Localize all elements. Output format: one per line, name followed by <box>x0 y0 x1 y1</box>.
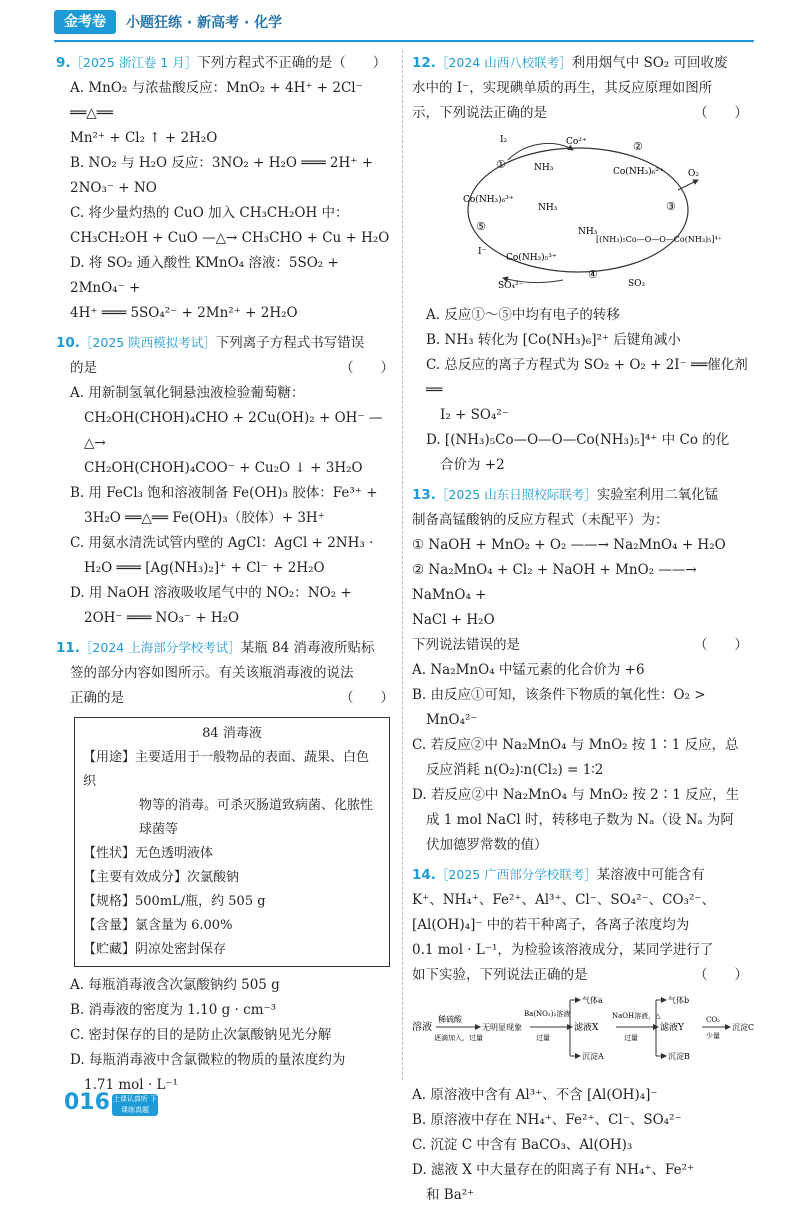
equation-1: ① NaOH + MnO₂ + O₂ ——→ Na₂MnO₄ + H₂O <box>412 537 726 553</box>
option-d-cont: 2OH⁻ ═══ NO₃⁻ + H₂O <box>84 610 240 626</box>
option-c-cont: I₂ + SO₄²⁻ <box>440 407 509 423</box>
flow-excess-1: 过量 <box>536 1034 550 1042</box>
option-b: B. 用 FeCl₃ 饱和溶液制备 Fe(OH)₃ 胶体：Fe³⁺ + <box>70 485 378 501</box>
question-stem: 下列离子方程式书写错误 <box>215 335 365 351</box>
flow-ba-nitrate: Ba(NO₃)₂溶液 <box>524 1010 571 1018</box>
question-14 <box>412 862 755 1208</box>
species-co-nh3-5-3: Co(NH₃)₅³⁺ <box>506 253 557 263</box>
option-c: C. 用氨水清洗试管内壁的 AgCl：AgCl + 2NH₃ · <box>70 535 374 551</box>
flow-gas-a: 气体a <box>582 996 603 1005</box>
question-stem-cont: 签的部分内容如图所示。有关该瓶消毒液的说法 <box>70 665 354 681</box>
answer-paren: （ ） <box>340 690 394 706</box>
option-c: C. 总反应的离子方程式为 SO₂ + O₂ + 2I⁻ ══催化剂══ <box>426 357 748 398</box>
question-source: ［2025 广西部分学校联考］ <box>435 867 597 882</box>
question-number: 12. <box>412 55 436 71</box>
label-storage: 【贮藏】阴凉处密封保存 <box>83 942 227 957</box>
option-d-cont: 和 Ba²⁺ <box>426 1187 475 1203</box>
option-a-cont: CH₂OH(CHOH)₄CHO + 2Cu(OH)₂ + OH⁻ —△→ <box>84 410 383 451</box>
brand-logo: 金考卷 <box>54 10 116 34</box>
label-ingredient: 【主要有效成分】次氯酸钠 <box>83 870 240 885</box>
question-source: ［2024 山西八校联考］ <box>435 55 572 70</box>
equation-2-cont: NaCl + H₂O <box>412 612 495 628</box>
question-number: 11. <box>56 640 80 656</box>
question-stem-cont2: 示，下列说法正确的是 <box>412 105 547 121</box>
option-c: C. 密封保存的目的是防止次氯酸钠见光分解 <box>70 1027 332 1043</box>
question-number: 9. <box>56 55 71 71</box>
option-d-cont2: 伏加德罗常数的值） <box>426 837 548 853</box>
answer-paren: （ ） <box>340 360 394 376</box>
flow-excess-2: 过量 <box>624 1034 638 1042</box>
flow-precip-c: 沉淀C <box>732 1023 755 1032</box>
option-d: D. 每瓶消毒液中含氯微粒的物质的量浓度约为 <box>70 1052 346 1068</box>
footer-badge: 上课认真听 下课练真题 <box>112 1095 158 1114</box>
option-d-cont: 4H⁺ ═══ 5SO₄²⁻ + 2Mn²⁺ + 2H₂O <box>70 305 298 321</box>
option-d-cont: 合价为 +2 <box>440 457 505 473</box>
option-a-cont: Mn²⁺ + Cl₂ ↑ + 2H₂O <box>70 130 218 146</box>
question-source: ［2025 陕西模拟考试］ <box>79 335 216 350</box>
species-nh3-c: NH₃ <box>578 227 598 237</box>
product-label-box <box>74 717 390 967</box>
experiment-flowchart <box>412 992 755 1070</box>
question-stem-cont2: [Al(OH)₄]⁻ 中的若干种离子，各离子浓度均为 <box>412 917 690 933</box>
option-c-cont: H₂O ═══ [Ag(NH₃)₂]⁺ + Cl⁻ + 2H₂O <box>84 560 325 576</box>
answer-paren: （ ） <box>694 105 748 121</box>
question-stem: 利用烟气中 SO₂ 可回收废 <box>571 55 728 71</box>
question-10 <box>56 330 394 631</box>
flow-gas-b: 气体b <box>668 996 690 1005</box>
option-c: C. 沉淀 C 中含有 BaCO₃、Al(OH)₃ <box>412 1137 633 1153</box>
question-stem-cont: 水中的 I⁻，实现碘单质的再生，其反应原理如图所 <box>412 80 713 96</box>
answer-paren: （ ） <box>694 637 748 653</box>
step-4: ④ <box>588 268 598 281</box>
option-d: D. 滤液 X 中大量存在的阳离子有 NH₄⁺、Fe²⁺ <box>412 1162 695 1178</box>
question-source: ［2024 上海部分学校考试］ <box>79 640 241 655</box>
option-b-cont: MnO₄²⁻ <box>426 712 478 728</box>
species-so2: SO₂ <box>628 279 646 289</box>
species-o2: O₂ <box>688 169 699 179</box>
question-stem: 实验室利用二氧化锰 <box>596 487 719 503</box>
label-usage-cont2: 球菌等 <box>139 822 179 837</box>
question-source: ［2025 浙江卷 1 月］ <box>70 55 198 70</box>
option-c: C. 若反应②中 Na₂MnO₄ 与 MnO₂ 按 1∶1 反应，总 <box>412 737 739 753</box>
question-source: ［2025 山东日照校际联考］ <box>435 487 597 502</box>
flow-filtrate-y: 滤液Y <box>660 1023 684 1033</box>
question-stem-cont: 制备高锰酸钠的反应方程式（未配平）为： <box>412 512 669 528</box>
flow-precip-b: 沉淀B <box>668 1052 690 1061</box>
species-so4: SO₄²⁻ <box>498 281 524 291</box>
flow-acid-note: 逐滴加入，过量 <box>434 1034 483 1042</box>
species-co-nh3-6-2: Co(NH₃)₆²⁺ <box>613 167 664 177</box>
flow-precip-a: 沉淀A <box>582 1052 604 1061</box>
header-rule <box>54 40 754 42</box>
column-divider <box>402 50 403 1080</box>
question-11 <box>56 635 394 1098</box>
option-c-cont: 反应消耗 n(O₂)∶n(Cl₂) = 1∶2 <box>426 762 604 778</box>
step-5: ⑤ <box>476 220 486 233</box>
option-b: B. 原溶液中存在 NH₄⁺、Fe²⁺、Cl⁻、SO₄²⁻ <box>412 1112 682 1128</box>
question-stem-cont4: 如下实验，下列说法正确的是 <box>412 967 588 983</box>
answer-paren: （ ） <box>694 967 748 983</box>
question-12 <box>412 50 748 478</box>
option-a: A. 用新制氢氧化铜悬浊液检验葡萄糖： <box>70 385 305 401</box>
flow-no-change: 无明显现象 <box>482 1023 522 1032</box>
option-b-cont: 2NO₃⁻ + NO <box>70 180 157 196</box>
label-content: 【含量】氯含量为 6.00% <box>83 918 233 933</box>
question-stem-cont3: 0.1 mol · L⁻¹，为检验该溶液成分，某同学进行了 <box>412 942 714 958</box>
species-peroxo: [(NH₃)₅Co—O—O—Co(NH₃)₅]⁴⁺ <box>596 235 722 244</box>
series-title: 小题狂练 · 新高考 · 化学 <box>126 15 283 31</box>
flow-acid: 稀硫酸 <box>438 1015 462 1024</box>
option-c-cont: CH₃CH₂OH + CuO —△→ CH₃CHO + Cu + H₂O <box>70 230 390 246</box>
species-nh3-a: NH₃ <box>534 163 554 173</box>
answer-paren: （ ） <box>332 55 387 71</box>
question-stem: 某瓶 84 消毒液所贴标 <box>240 640 375 656</box>
option-a-cont2: CH₂OH(CHOH)₄COO⁻ + Cu₂O ↓ + 3H₂O <box>84 460 363 476</box>
step-3: ③ <box>666 200 676 213</box>
option-d-cont: 1.71 mol · L⁻¹ <box>84 1077 178 1093</box>
option-d: D. [(NH₃)₅Co—O—O—Co(NH₃)₅]⁴⁺ 中 Co 的化 <box>426 432 730 448</box>
question-stem: 某溶液中可能含有 <box>596 867 705 883</box>
question-13 <box>412 482 748 858</box>
option-d: D. 将 SO₂ 通入酸性 KMnO₄ 溶液：5SO₂ + 2MnO₄⁻ + <box>70 255 339 296</box>
question-number: 10. <box>56 335 80 351</box>
question-9 <box>56 50 394 326</box>
question-stem-cont: 的是 <box>70 360 97 376</box>
flow-little: 少量 <box>706 1032 720 1040</box>
option-a: A. 每瓶消毒液含次氯酸钠约 505 g <box>70 977 280 993</box>
flow-co2: CO₂ <box>706 1016 720 1024</box>
page-header <box>0 0 800 44</box>
option-b: B. NO₂ 与 H₂O 反应：3NO₂ + H₂O ═══ 2H⁺ + <box>70 155 374 171</box>
label-usage: 【用途】主要适用于一般物品的表面、蔬果、白色织 <box>83 750 370 789</box>
species-iodide: I⁻ <box>478 247 487 257</box>
option-d: D. 用 NaOH 溶液吸收尾气中的 NO₂：NO₂ + <box>70 585 352 601</box>
left-column <box>56 50 394 1102</box>
option-b: B. NH₃ 转化为 [Co(NH₃)₆]²⁺ 后键角减小 <box>426 332 681 348</box>
option-d-cont: 成 1 mol NaCl 时，转移电子数为 Nₐ（设 Nₐ 为阿 <box>426 812 734 828</box>
question-stem-cont2: 正确的是 <box>70 690 124 706</box>
label-property: 【性状】无色透明液体 <box>83 846 214 861</box>
question-stem: 下列方程式不正确的是 <box>197 55 333 71</box>
label-usage-cont: 物等的消毒。可杀灭肠道致病菌、化脓性 <box>139 798 374 813</box>
option-b: B. 消毒液的密度为 1.10 g · cm⁻³ <box>70 1002 277 1018</box>
species-co2: Co²⁺ <box>566 137 587 147</box>
option-a: A. MnO₂ 与浓盐酸反应：MnO₂ + 4H⁺ + 2Cl⁻ ══△══ <box>70 80 363 121</box>
question-stem-cont2: 下列说法错误的是 <box>412 637 520 653</box>
flow-filtrate-x: 滤液X <box>574 1023 599 1033</box>
equation-2: ② Na₂MnO₄ + Cl₂ + NaOH + MnO₂ ——→ NaMnO₄ + <box>412 562 697 603</box>
question-number: 14. <box>412 867 436 883</box>
step-1: ① <box>496 158 506 171</box>
species-nh3-b: NH₃ <box>538 203 558 213</box>
step-2: ② <box>633 140 643 153</box>
question-stem-cont: K⁺、NH₄⁺、Fe²⁺、Al³⁺、Cl⁻、SO₄²⁻、CO₃²⁻、 <box>412 892 715 908</box>
option-a: A. 反应①～⑤中均有电子的转移 <box>426 307 620 323</box>
species-i2: I₂ <box>500 135 508 145</box>
question-number: 13. <box>412 487 436 503</box>
page-number: 016 <box>64 1090 110 1115</box>
option-a: A. 原溶液中含有 Al³⁺、不含 [Al(OH)₄]⁻ <box>412 1087 658 1103</box>
species-co-nh3-6-3: Co(NH₃)₆³⁺ <box>463 195 514 205</box>
flow-solution: 溶液 <box>412 1022 432 1033</box>
option-d: D. 若反应②中 Na₂MnO₄ 与 MnO₂ 按 2∶1 反应，生 <box>412 787 740 803</box>
option-b: B. 由反应①可知，该条件下物质的氧化性：O₂ > <box>412 687 706 703</box>
flow-naoh: NaOH溶液，△ <box>612 1012 661 1020</box>
label-spec: 【规格】500mL/瓶，约 505 g <box>83 894 266 909</box>
label-title: 84 消毒液 <box>202 726 262 741</box>
option-a: A. Na₂MnO₄ 中锰元素的化合价为 +6 <box>412 662 645 678</box>
option-b-cont: 3H₂O ══△══ Fe(OH)₃（胶体）+ 3H⁺ <box>84 510 325 526</box>
reaction-cycle-diagram <box>448 130 738 290</box>
right-column <box>412 50 755 1212</box>
option-c: C. 将少量灼热的 CuO 加入 CH₃CH₂OH 中： <box>70 205 349 221</box>
